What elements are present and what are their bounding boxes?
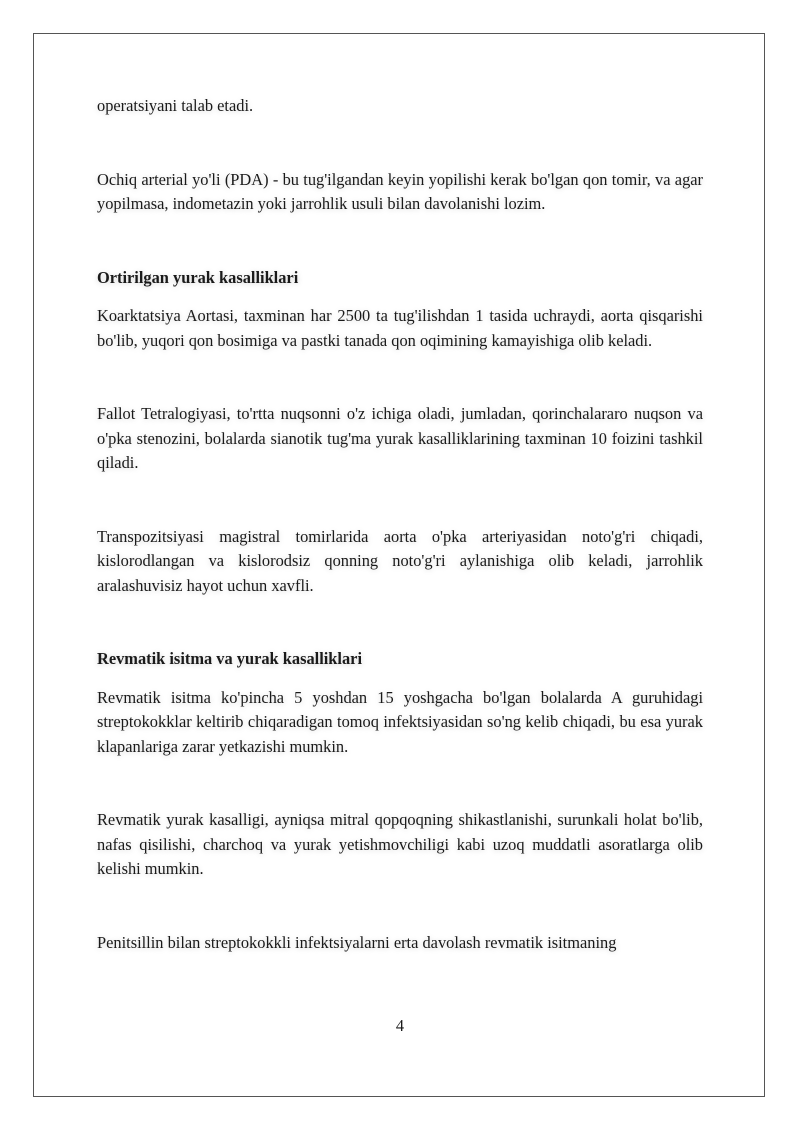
- heading-rheumatic-fever: Revmatik isitma va yurak kasalliklari: [97, 649, 362, 668]
- paragraph-penicillin: Penitsillin bilan streptokokkli infektsiyalarni erta davolash revmatik isitmaning: [97, 932, 617, 952]
- paragraph-pda: Ochiq arterial yo'li (PDA) - bu tug'ilgandan keyin yopilishi kerak bo'lgan qon tomir, va agar yopilmasa, indometazin yoki jarrohlik usuli bilan davolanishi lozim.: [97, 169, 703, 213]
- paragraph-rheumatic-fever: Revmatik isitma ko'pincha 5 yoshdan 15 yoshgacha bo'lgan bolalarda A guruhidagi streptokokklar keltirib chiqaradigan tomoq infektsiyasidan so'ng kelib chiqadi, bu esa yurak klapanlariga zarar yetkazishi mumkin.: [97, 687, 703, 756]
- paragraph-operation-continued: operatsiyani talab etadi.: [97, 96, 254, 115]
- page-content: [97, 94, 703, 955]
- page-number: 4: [395, 1016, 405, 1035]
- heading-acquired-heart-diseases: Ortirilgan yurak kasalliklari: [97, 267, 299, 287]
- paragraph-fallot: Fallot Tetralogiyasi, to'rtta nuqsonni o'z ichiga oladi, jumladan, qorinchalararo nuqson va o'pka stenozini, bolalarda sianotik tug'ma yurak kasalliklarining taxminan 10 foizini tashkil qiladi.: [97, 404, 703, 472]
- paragraph-rheumatic-heart-disease: Revmatik yurak kasalligi, ayniqsa mitral qopqoqning shikastlanishi, surunkali holat bo'lib, nafas qisilishi, charchoq va yurak yetishmovchiligi kabi uzoq muddatli asoratlarga olib kelishi mumkin.: [97, 810, 703, 878]
- paragraph-coarctation: Koarktatsiya Aortasi, taxminan har 2500 ta tug'ilishdan 1 tasida uchraydi, aorta qisqarishi bo'lib, yuqori qon bosimiga va pastki tanada qon oqimining kamayishiga olib keladi.: [97, 306, 703, 350]
- paragraph-transposition: Transpozitsiyasi magistral tomirlarida aorta o'pka arteriyasidan noto'g'ri chiqadi, kislorodlangan va kislorodsiz qonning noto'g'ri aylanishiga olib keladi, jarrohlik aralashuvisiz hayot uchun xavfli.: [97, 526, 703, 595]
